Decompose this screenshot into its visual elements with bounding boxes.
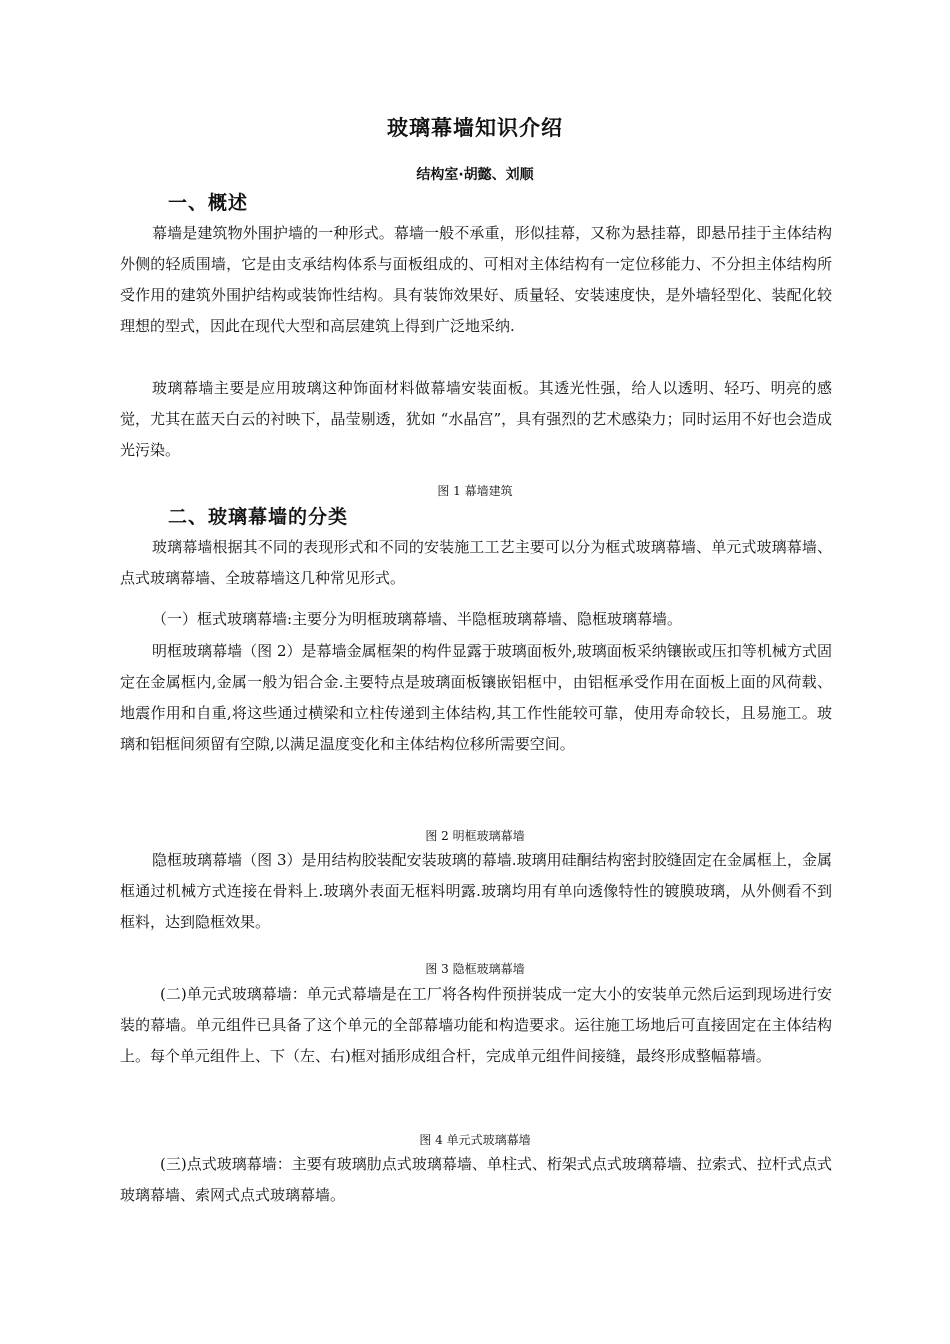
figure-caption-1: 图 1 幕墙建筑 (437, 484, 513, 498)
paragraph-frame-type: （一）框式玻璃幕墙:主要分为明框玻璃幕墙、半隐框玻璃幕墙、隐框玻璃幕墙。 (152, 610, 683, 628)
paragraph-hidden-frame: 隐框玻璃幕墙（图 3）是用结构胶装配安装玻璃的幕墙.玻璃用硅酮结构密封胶缝固定在金属框上，金属框通过机械方式连接在骨料上.玻璃外表面无框料明露.玻璃均用有单向透像特性的镀膜玻璃，从外侧看不到框料，达到隐框效果。 (120, 851, 832, 931)
paragraph-exposed-frame: 明框玻璃幕墙（图 2）是幕墙金属框架的构件显露于玻璃面板外,玻璃面板采纳镶嵌或压扣等机械方式固定在金属框内,金属一般为铝合金.主要特点是玻璃面板镶嵌铝框中，由铝框承受作用在面板上面的风荷载、地震作用和自重,将这些通过横梁和立柱传递到主体结构,其工作性能较可靠，使用寿命较长，且易施工。玻璃和铝框间须留有空隙,以满足温度变化和主体结构位移所需要空间。 (120, 642, 832, 753)
figure-caption-3: 图 3 隐框玻璃幕墙 (425, 962, 525, 976)
paragraph-point-type: (三)点式玻璃幕墙：主要有玻璃肋点式玻璃幕墙、单柱式、桁架式点式玻璃幕墙、拉索式、拉杆式点式玻璃幕墙、索网式点式玻璃幕墙。 (120, 1155, 832, 1204)
figure-caption-4: 图 4 单元式玻璃幕墙 (419, 1133, 531, 1147)
paragraph-classification-intro: 玻璃幕墙根据其不同的表现形式和不同的安装施工工艺主要可以分为框式玻璃幕墙、单元式玻璃幕墙、点式玻璃幕墙、全玻幕墙这几种常见形式。 (120, 538, 832, 587)
figure-caption-2: 图 2 明框玻璃幕墙 (425, 829, 525, 843)
paragraph-unit-type: (二)单元式玻璃幕墙：单元式幕墙是在工厂将各构件预拼装成一定大小的安装单元然后运到现场进行安装的幕墙。单元组件已具备了这个单元的全部幕墙功能和构造要求。运往施工场地后可直接固定在主体结构上。每个单元组件上、下（左、右)框对插形成组合杆，完成单元组件间接缝，最终形成整幅幕墙。 (120, 985, 832, 1065)
section-heading-overview: 一、概述 (168, 192, 249, 214)
document-title: 玻璃幕墙知识介绍 (387, 116, 563, 140)
document-authors: 结构室·胡懿、刘顺 (416, 167, 534, 183)
section-heading-classification: 二、玻璃幕墙的分类 (168, 506, 349, 528)
paragraph-glass-curtain-wall: 玻璃幕墙主要是应用玻璃这种饰面材料做幕墙安装面板。其透光性强，给人以透明、轻巧、明亮的感觉，尤其在蓝天白云的衬映下，晶莹剔透，犹如 “水晶宫”，具有强烈的艺术感染力；同时运用不好也会造成光污染。 (120, 379, 832, 459)
paragraph-curtain-wall-definition: 幕墙是建筑物外围护墙的一种形式。幕墙一般不承重，形似挂幕，又称为悬挂幕，即悬吊挂于主体结构外侧的轻质围墙，它是由支承结构体系与面板组成的、可相对主体结构有一定位移能力、不分担主体结构所受作用的建筑外围护结构或装饰性结构。具有装饰效果好、质量轻、安装速度快，是外墙轻型化、装配化较理想的型式，因此在现代大型和高层建筑上得到广泛地采纳. (120, 224, 832, 335)
